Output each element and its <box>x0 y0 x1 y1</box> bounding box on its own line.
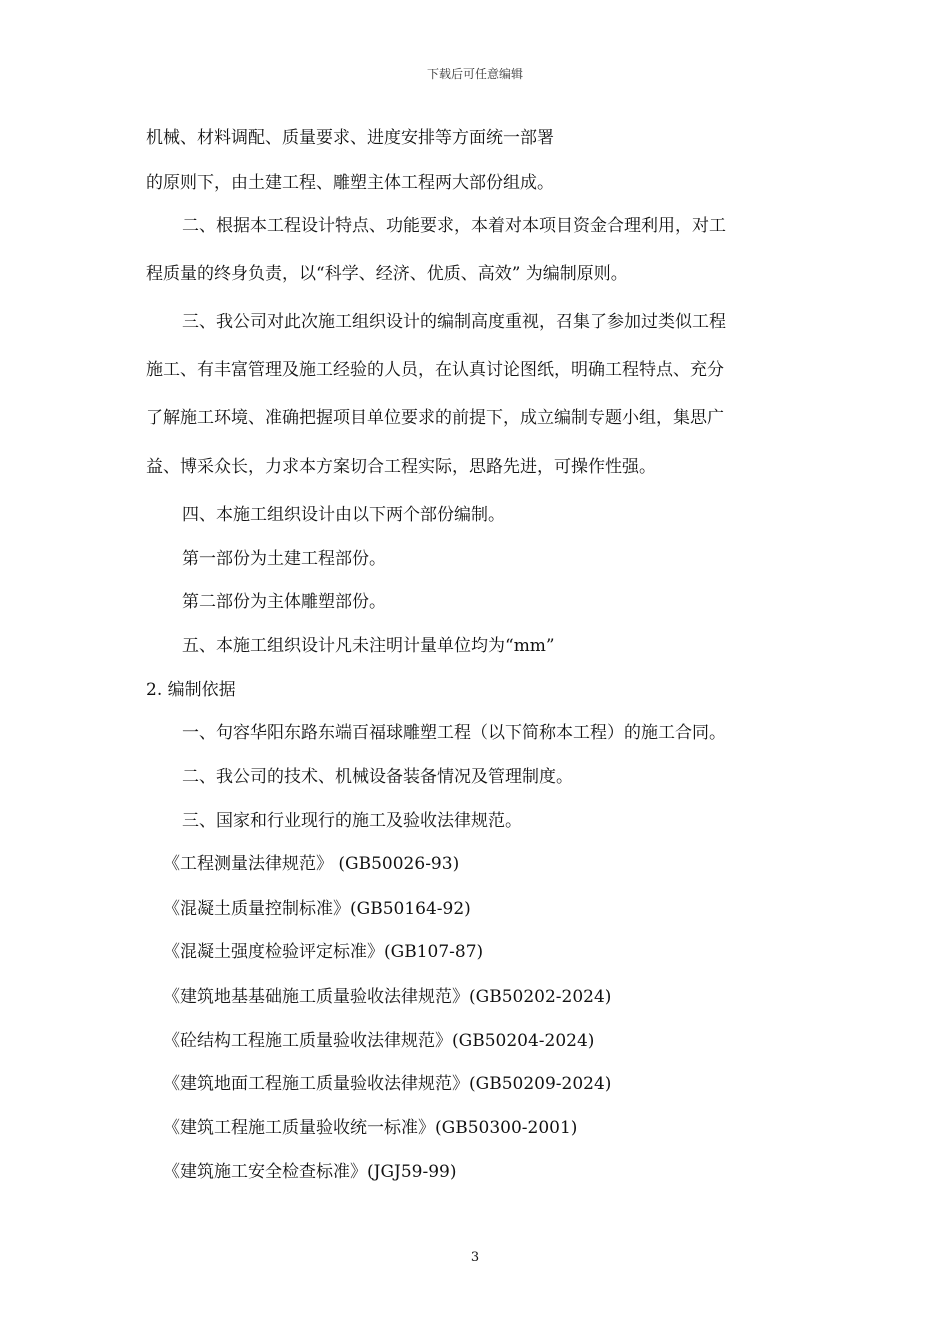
body-line: 二、根据本工程设计特点、功能要求，本着对本项目资金合理利用，对工 <box>182 216 726 236</box>
reference-item: 《建筑地基基础施工质量验收法律规范》(GB50202-2024) <box>163 987 612 1007</box>
body-line: 第二部份为主体雕塑部份。 <box>182 592 386 612</box>
body-line: 程质量的终身负责，以“科学、经济、优质、高效” 为编制原则。 <box>146 264 628 284</box>
page-number: 3 <box>470 1250 480 1265</box>
body-line: 二、我公司的技术、机械设备装备情况及管理制度。 <box>182 767 573 787</box>
body-line: 一、句容华阳东路东端百福球雕塑工程（以下简称本工程）的施工合同。 <box>182 723 726 743</box>
reference-item: 《混凝土质量控制标准》(GB50164-92) <box>163 899 471 919</box>
reference-item: 《砼结构工程施工质量验收法律规范》(GB50204-2024) <box>163 1031 595 1051</box>
reference-item: 《建筑工程施工质量验收统一标准》(GB50300-2001) <box>163 1118 578 1138</box>
body-line: 的原则下，由土建工程、雕塑主体工程两大部份组成。 <box>146 173 554 193</box>
body-line: 益、博采众长，力求本方案切合工程实际，思路先进，可操作性强。 <box>146 457 656 477</box>
body-line: 施工、有丰富管理及施工经验的人员，在认真讨论图纸，明确工程特点、充分 <box>146 360 724 380</box>
body-line: 三、国家和行业现行的施工及验收法律规范。 <box>182 811 522 831</box>
body-line: 了解施工环境、准确把握项目单位要求的前提下，成立编制专题小组，集思广 <box>146 408 724 428</box>
body-line: 四、本施工组织设计由以下两个部份编制。 <box>182 505 505 525</box>
reference-item: 《工程测量法律规范》 (GB50026-93) <box>163 854 460 874</box>
reference-item: 《建筑地面工程施工质量验收法律规范》(GB50209-2024) <box>163 1074 612 1094</box>
section-heading: 2. 编制依据 <box>146 680 236 700</box>
body-line: 三、我公司对此次施工组织设计的编制高度重视，召集了参加过类似工程 <box>182 312 726 332</box>
reference-item: 《混凝土强度检验评定标准》(GB107-87) <box>163 942 484 962</box>
body-line: 第一部份为土建工程部份。 <box>182 549 386 569</box>
reference-item: 《建筑施工安全检查标准》(JGJ59-99) <box>163 1162 457 1182</box>
body-line: 机械、材料调配、质量要求、进度安排等方面统一部署 <box>146 128 554 148</box>
page-header: 下载后可任意编辑 <box>426 67 523 81</box>
body-line: 五、本施工组织设计凡未注明计量单位均为“mm” <box>182 636 555 656</box>
